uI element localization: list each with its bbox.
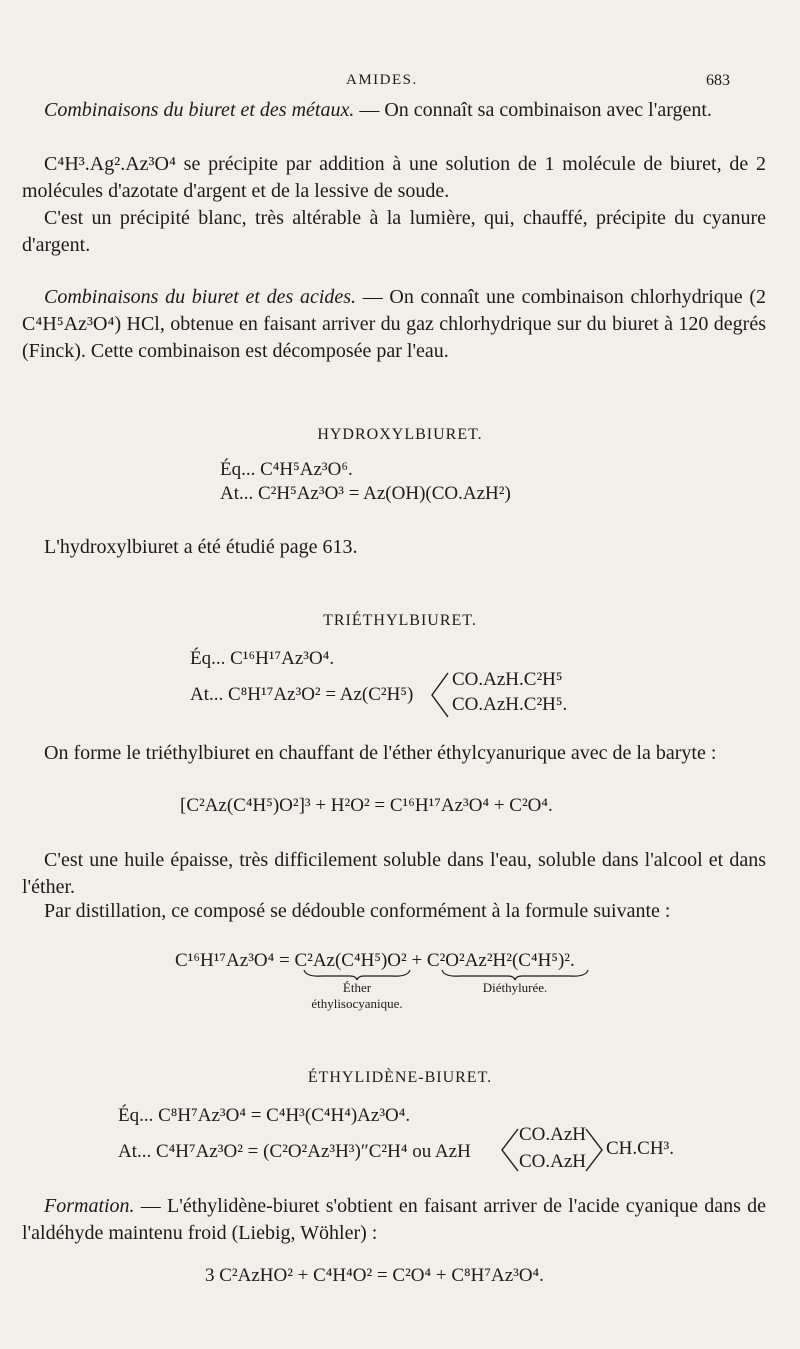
reaction-product-ether: C²Az(C⁴H⁵)O² — [294, 950, 407, 971]
section-lead-acids: Combinaisons du biuret et des acides. — [44, 286, 357, 308]
label-ethylisocyanic: éthylisocyanique. — [311, 996, 403, 1011]
bracket-right-icon — [584, 1126, 606, 1174]
paragraph-distillation — [22, 898, 766, 925]
precipitate-text: C'est un précipité blanc, très altérable à la lumière, qui, chauffé, précipite du cyanure d'argent. — [22, 207, 766, 256]
section-lead-metals: Combinaisons du biuret et des métaux. — [44, 99, 355, 121]
reaction-plus: + — [406, 950, 427, 971]
triethylbiuret-at: At... C⁸H¹⁷Az³O² = Az(C²H⁵) — [190, 684, 414, 705]
hydroxylbiuret-note-text: L'hydroxylbiuret a été étudié page 613. — [44, 536, 358, 558]
paragraph-hydroxylbiuret-note — [22, 534, 766, 561]
bracket-split-icon — [428, 670, 450, 720]
triethylbiuret-eq: Éq... C¹⁶H¹⁷Az³O⁴. — [190, 648, 335, 669]
hydroxylbiuret-at: At... C²H⁵Az³O³ = Az(OH)(CO.AzH²) — [220, 483, 511, 504]
ethylidene-at: At... C⁴H⁷Az³O² = (C²O²Az³H³)″C²H⁴ ou AzH — [118, 1141, 471, 1162]
section-lead-formation: Formation. — [44, 1195, 135, 1217]
paragraph-silver-formula — [22, 151, 766, 205]
running-header-title: AMIDES. — [346, 72, 418, 88]
paragraph-biuret-metals — [22, 97, 766, 124]
metals-intro-text: — On connaît sa combinaison avec l'argent. — [354, 99, 712, 121]
acids-text: — On connaît une combinaison chlorhydrique (2 C⁴H⁵Az³O⁴) HCl, obtenue en faisant arriver du gaz chlorhydrique sur du biuret à 120 degrés (Finck). Cette combinaison est décomposée par l'eau. — [22, 286, 766, 362]
paragraph-biuret-acids — [22, 284, 766, 365]
ethylidene-eq: Éq... C⁸H⁷Az³O⁴ = C⁴H³(C⁴H⁴)Az³O⁴. — [118, 1105, 411, 1126]
triethyl-oil-text: C'est une huile épaisse, très difficilement soluble dans l'eau, soluble dans l'alcool et dans l'éther. — [22, 849, 766, 898]
paragraph-triethyl-oil — [22, 847, 766, 901]
ethylidene-at-top: CO.AzH — [519, 1124, 587, 1145]
reaction-formation: 3 C²AzHO² + C⁴H⁴O² = C²O⁴ + C⁸H⁷Az³O⁴. — [205, 1265, 544, 1286]
heading-hydroxylbiuret: HYDROXYLBIURET. — [317, 426, 483, 443]
formation-text: — L'éthylidène-biuret s'obtient en faisant arriver de l'acide cyanique dans de l'aldéhyde maintenu froid (Liebig, Wöhler) : — [22, 1195, 766, 1244]
label-diethylurea: Diéthylurée. — [482, 980, 548, 995]
paragraph-triethyl-prep — [22, 740, 766, 767]
reaction-product-urea: C²O²Az²H²(C⁴H⁵)². — [426, 950, 575, 971]
ethylidene-at-bottom: CO.AzH — [519, 1151, 587, 1172]
bracket-left-icon — [498, 1126, 520, 1174]
heading-ethylidene-biuret: ÉTHYLIDÈNE-BIURET. — [307, 1069, 493, 1086]
reaction-lhs: C¹⁶H¹⁷Az³O⁴ = — [175, 950, 295, 971]
triethylbiuret-at-top: CO.AzH.C²H⁵ — [452, 669, 563, 690]
heading-triethylbiuret: TRIÉTHYLBIURET. — [323, 612, 477, 629]
page-number: 683 — [706, 72, 730, 89]
reaction-baryta: [C²Az(C⁴H⁵)O²]³ + H²O² = C¹⁶H¹⁷Az³O⁴ + C²O⁴. — [180, 795, 553, 816]
label-ether: Éther — [342, 980, 372, 995]
triethylbiuret-at-bottom: CO.AzH.C²H⁵. — [452, 694, 568, 715]
distillation-text: Par distillation, ce composé se dédouble conformément à la formule suivante : — [44, 900, 671, 922]
paragraph-precipitate — [22, 205, 766, 259]
silver-formula-text: C⁴H³.Ag².Az³O⁴ se précipite par addition à une solution de 1 molécule de biuret, de 2 molécules d'azotate d'argent et de la lessive de soude. — [22, 153, 766, 202]
ethylidene-at-tail: CH.CH³. — [606, 1138, 674, 1159]
paragraph-formation — [22, 1193, 766, 1247]
hydroxylbiuret-eq: Éq... C⁴H⁵Az³O⁶. — [220, 459, 353, 480]
triethyl-prep-text: On forme le triéthylbiuret en chauffant de l'éther éthylcyanurique avec de la baryte : — [44, 742, 717, 764]
